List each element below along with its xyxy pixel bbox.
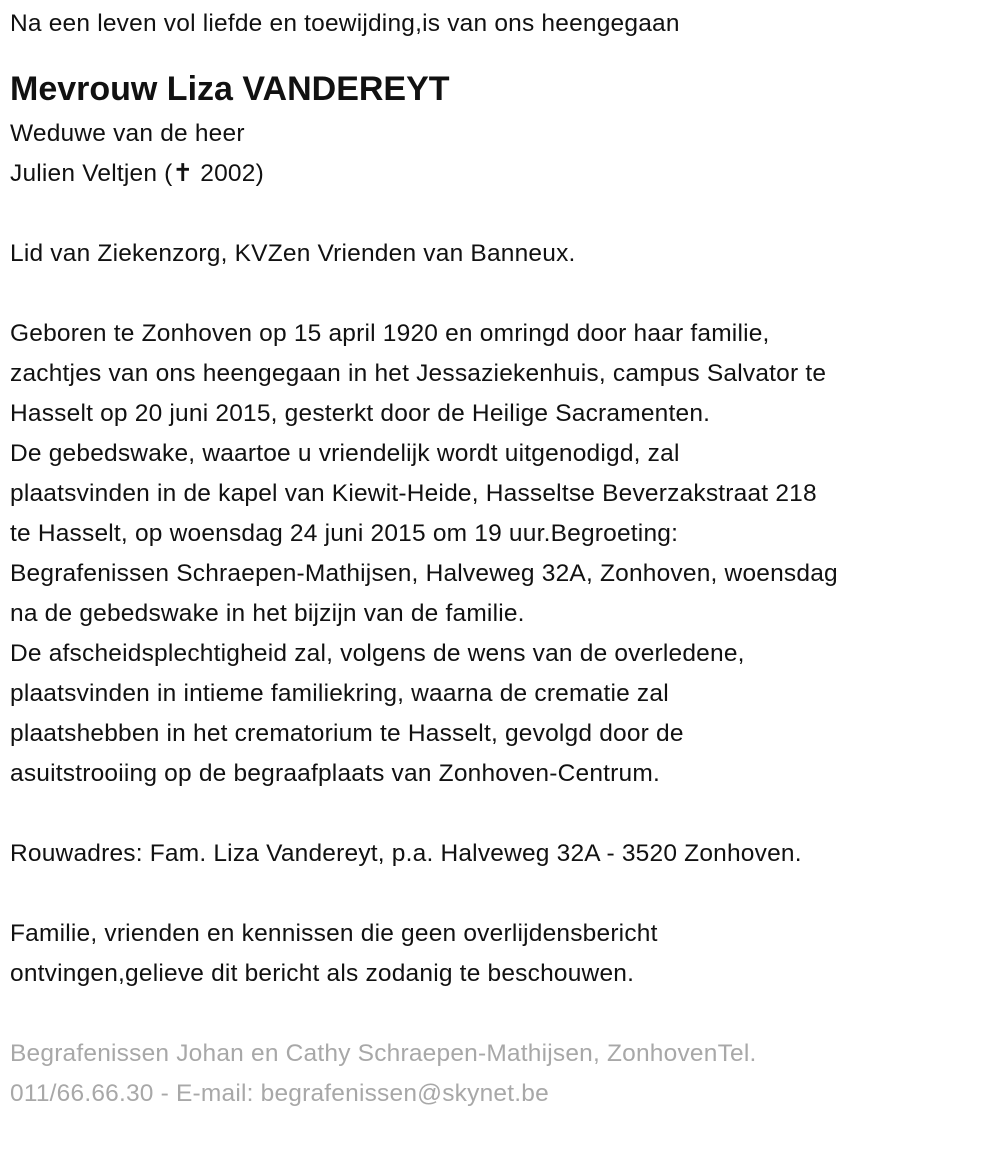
body-line: De afscheidsplechtigheid zal, volgens de wens van de overledene, [10,640,745,667]
body-line: plaatsvinden in intieme familiekring, waarna de crematie zal [10,680,669,707]
deceased-name: Mevrouw Liza VANDEREYT [10,70,450,108]
body-line: plaatshebben in het crematorium te Hasselt, gevolgd door de [10,720,684,747]
mourning-address: Rouwadres: Fam. Liza Vandereyt, p.a. Halveweg 32A - 3520 Zonhoven. [10,840,802,867]
body-line: Begrafenissen Schraepen-Mathijsen, Halveweg 32A, Zonhoven, woensdag [10,560,838,587]
body-line: na de gebedswake in het bijzijn van de familie. [10,600,525,627]
membership-text: Lid van Ziekenzorg, KVZen Vrienden van Banneux. [10,240,576,267]
body-line: Hasselt op 20 juni 2015, gesterkt door de Heilige Sacramenten. [10,400,711,427]
footer-line: Begrafenissen Johan en Cathy Schraepen-Mathijsen, ZonhovenTel. [10,1040,757,1067]
body-text [10,314,1000,794]
body-line: De gebedswake, waartoe u vriendelijk wordt uitgenodigd, zal [10,440,680,467]
body-line: asuitstrooiing op de begraafplaats van Zonhoven-Centrum. [10,760,660,787]
body-line: zachtjes van ons heengegaan in het Jessaziekenhuis, campus Salvator te [10,360,827,387]
spouse-line: Julien Veltjen (✝ 2002) [10,160,264,187]
body-line: plaatsvinden in de kapel van Kiewit-Heide, Hasseltse Beverzakstraat 218 [10,480,817,507]
footer-line: 011/66.66.30 - E-mail: begrafenissen@skynet.be [10,1080,549,1107]
notice-line: ontvingen,gelieve dit bericht als zodanig te beschouwen. [10,960,635,987]
notice-line: Familie, vrienden en kennissen die geen overlijdensbericht [10,920,658,947]
body-line: te Hasselt, op woensdag 24 juni 2015 om 19 uur.Begroeting: [10,520,679,547]
spouse-line: Weduwe van de heer [10,120,245,147]
body-line: Geboren te Zonhoven op 15 april 1920 en omringd door haar familie, [10,320,770,347]
intro-text: Na een leven vol liefde en toewijding,is van ons heengegaan [10,10,680,37]
funeral-home-footer [10,1034,1000,1114]
